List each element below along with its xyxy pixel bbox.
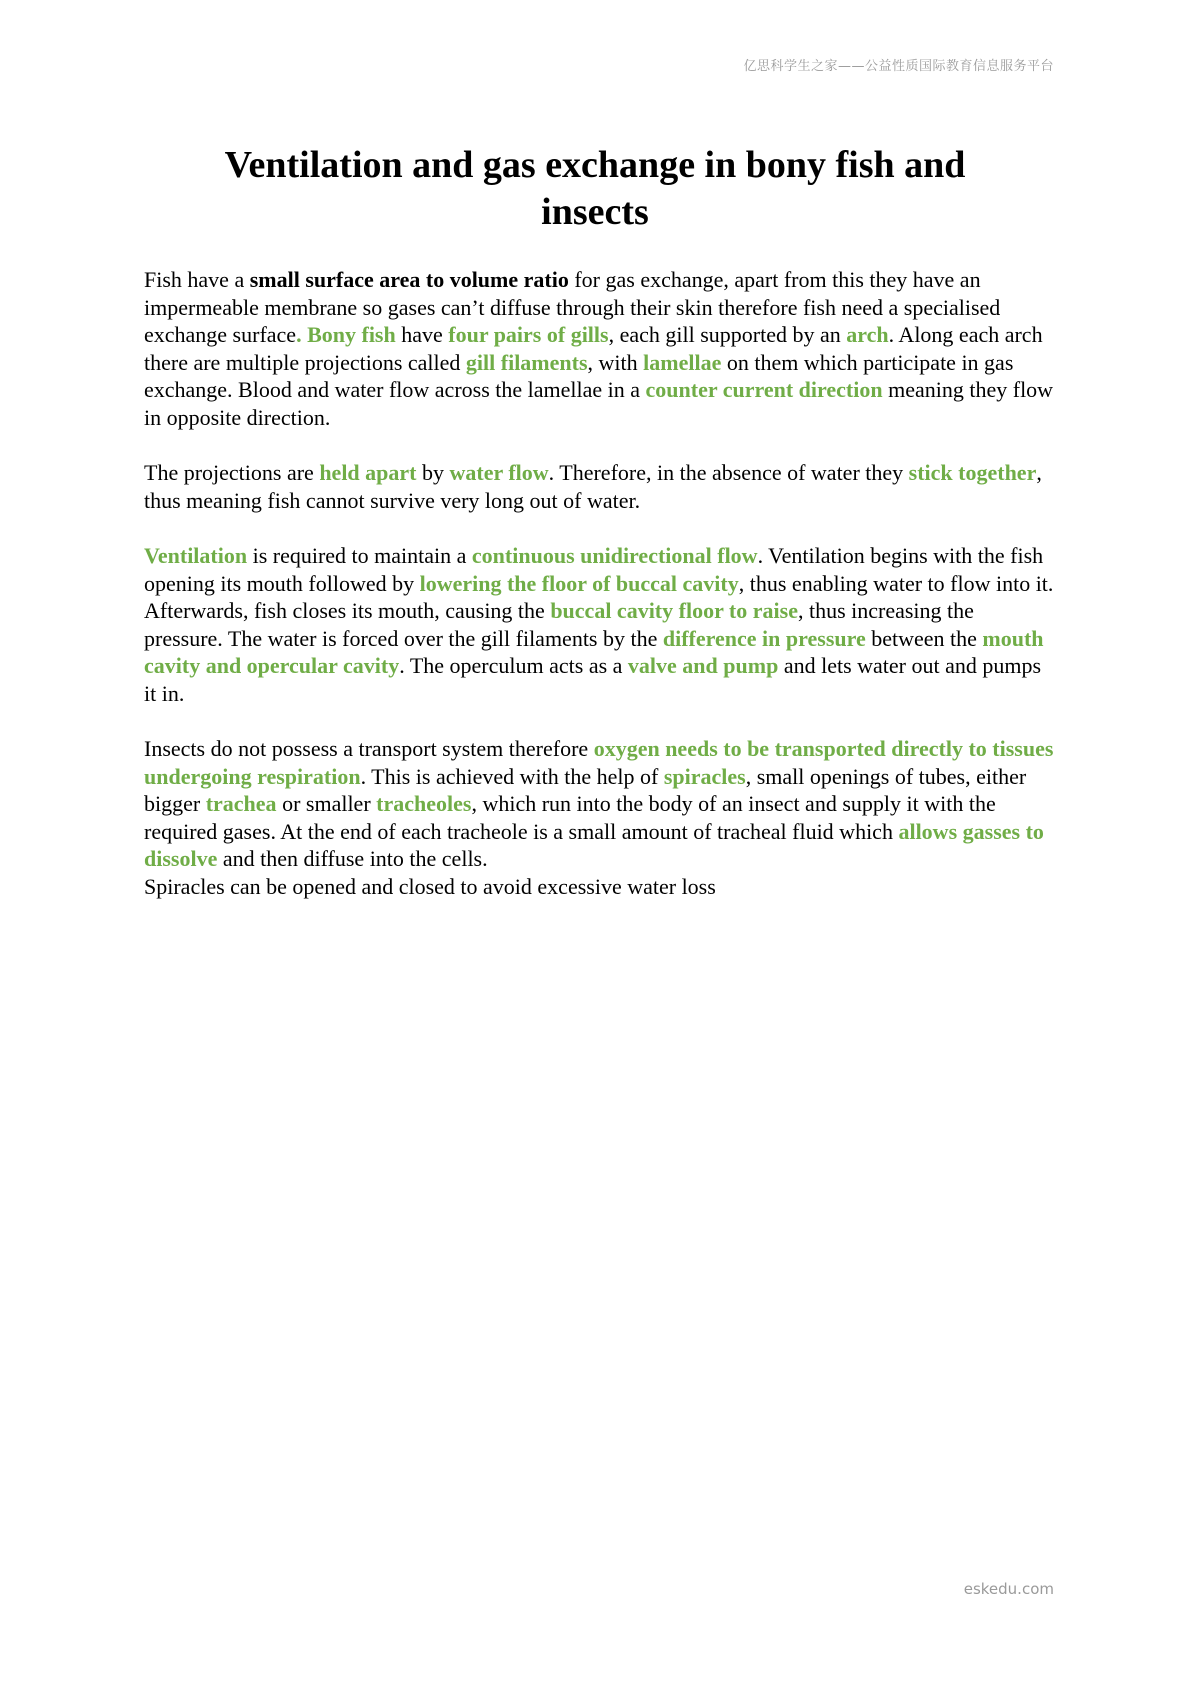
text-segment: , small openings of tubes, either bigger [144, 763, 1027, 817]
highlight-term: counter current direction [645, 377, 883, 403]
text-segment: , which run into the body of an insect and supply it with the required gases. At the end of each tracheole is a small amount of tracheal fluid which [144, 791, 996, 844]
text-segment: . Along each arch there are multiple projections called [144, 322, 1043, 375]
highlight-term: . Bony fish [296, 322, 396, 348]
highlight-term: lamellae [643, 349, 722, 375]
paragraph-insects [144, 735, 1056, 873]
text-segment: , thus increasing the pressure. The water is forced over the gill filaments by the [144, 598, 974, 651]
text-segment: and then diffuse into the cells. [217, 846, 488, 872]
paragraph-fish-gills [144, 266, 1056, 432]
text-segment: . Ventilation begins with the fish opening its mouth followed by [144, 542, 1044, 596]
highlight-term: allows gasses to dissolve [144, 818, 1044, 872]
highlight-term: stick together [908, 460, 1037, 486]
text-segment: , thus enabling water to flow into it. Afterwards, fish closes its mouth, causing the [144, 570, 1054, 624]
footer-site: eskedu.com [963, 1580, 1054, 1598]
paragraph-projections [144, 459, 1056, 514]
paragraph-ventilation [144, 542, 1056, 708]
text-segment: meaning they flow in opposite direction. [144, 377, 1054, 430]
text-segment: for gas exchange, apart from this they have an impermeable membrane so gases can’t diffuse through their skin therefore fish need a specialised exchange surface [144, 267, 1001, 348]
paragraph-spiracles [144, 873, 1056, 901]
highlight-term: difference in pressure [662, 625, 866, 651]
highlight-term: spiracles [663, 763, 746, 789]
text-segment: , with [587, 349, 644, 375]
text-segment: on them which participate in gas exchange. Blood and water flow across the lamellae in a [144, 349, 1014, 403]
text-segment: Insects do not possess a transport system therefore [144, 736, 594, 762]
highlight-term: tracheoles [376, 791, 472, 817]
highlight-term: arch [846, 322, 889, 348]
header-site-note: 亿思科学生之家——公益性质国际教育信息服务平台 [743, 59, 1054, 74]
text-segment: is required to maintain a [247, 542, 472, 568]
page-title-line-1: Ventilation and gas exchange in bony fish and [224, 144, 966, 186]
highlight-term: oxygen needs to be transported directly to tissues undergoing respiration [144, 736, 1054, 789]
highlight-term: buccal cavity floor to raise [550, 598, 798, 624]
text-segment: The projections are [144, 460, 320, 486]
text-segment: Spiracles can be opened and closed to avoid excessive water loss [144, 874, 716, 900]
highlight-term: lowering the floor of buccal cavity [419, 570, 739, 596]
text-segment: between the [865, 625, 983, 651]
text-segment: Fish have a [144, 267, 250, 292]
highlight-term: continuous unidirectional flow [471, 542, 758, 568]
document-body [144, 266, 1056, 901]
highlight-term: gill filaments [465, 349, 588, 375]
highlight-term: Ventilation [144, 542, 248, 568]
text-segment: , each gill supported by an [608, 322, 847, 348]
bold-term: small surface area to volume ratio [249, 267, 569, 292]
page-title-line-2: insects [541, 191, 649, 233]
highlight-term: valve and pump [627, 653, 779, 679]
text-segment: , thus meaning fish cannot survive very long out of water. [144, 460, 1042, 513]
text-segment: by [416, 460, 450, 486]
text-segment: . This is achieved with the help of [360, 763, 664, 789]
highlight-term: mouth cavity and opercular cavity [144, 625, 1044, 679]
highlight-term: trachea [205, 791, 277, 817]
highlight-term: water flow [449, 460, 549, 486]
text-segment: or smaller [276, 791, 377, 817]
page-title [144, 142, 1046, 236]
highlight-term: held apart [319, 460, 417, 486]
text-segment: . Therefore, in the absence of water they [548, 460, 909, 486]
highlight-term: four pairs of gills [448, 322, 609, 348]
text-segment: have [395, 322, 449, 348]
text-segment: and lets water out and pumps it in. [144, 653, 1042, 706]
text-segment: . The operculum acts as a [399, 653, 628, 679]
